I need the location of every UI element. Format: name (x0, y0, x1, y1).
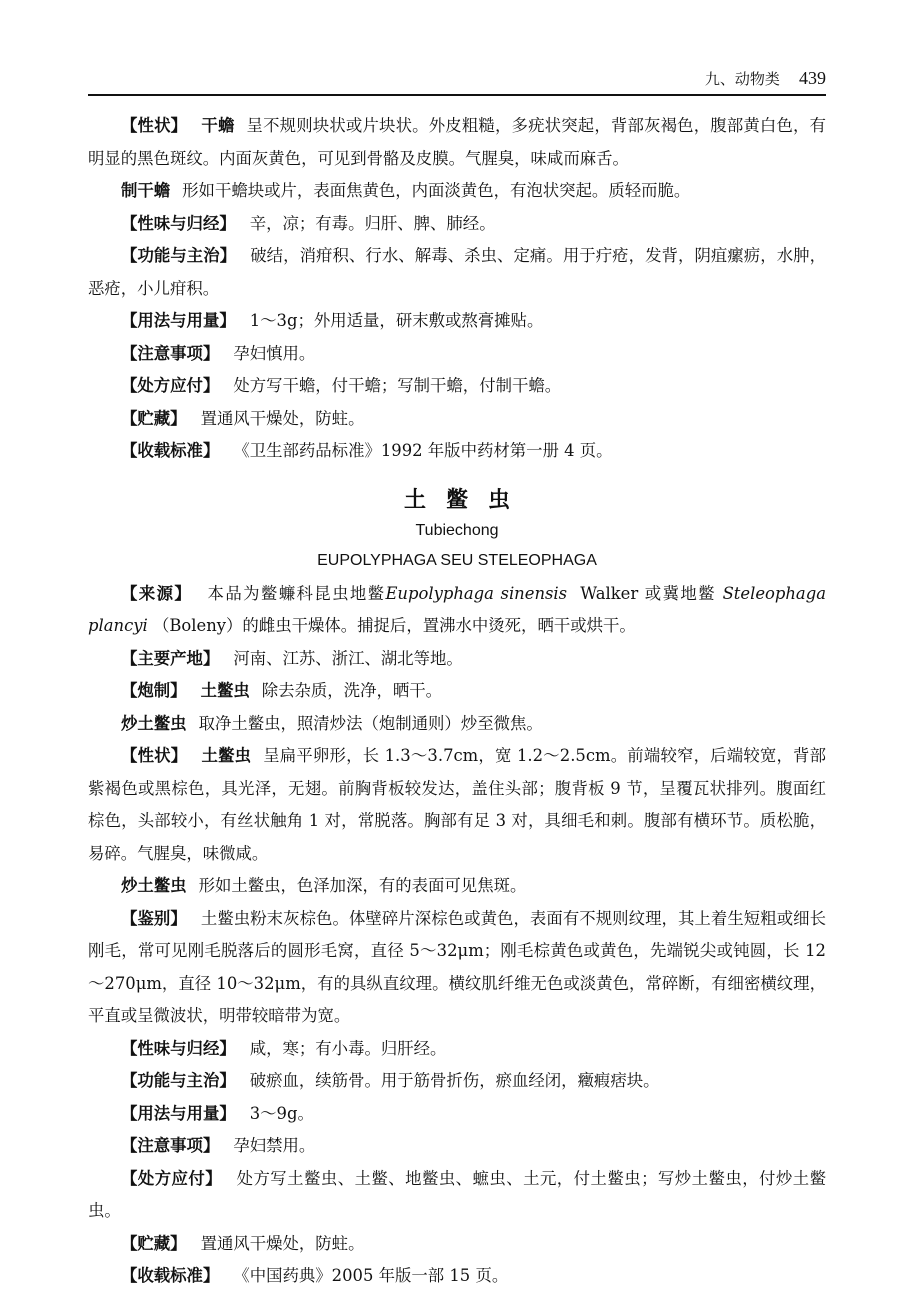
entry-chao (88, 708, 826, 741)
label-paozhi: 【炮制】 (121, 681, 187, 700)
text-chufang: 处方写干蟾，付干蟾；写制干蟾，付制干蟾。 (233, 376, 562, 395)
text-zhuyi: 孕妇慎用。 (233, 343, 316, 363)
text-paozhi: 除去杂质，洗净，晒干。 (261, 681, 443, 700)
text-gan: 呈不规则块状或片块状。外皮粗糙，多疣状突起，背部灰褐色，腹部黄白色，有明显的黑色斑纹。内面灰黄色，可见到骨骼及皮膜。气腥臭，味咸而麻舌。 (88, 116, 827, 168)
entry-yongfa-1 (88, 305, 826, 338)
text-laiyuan-3: （Boleny）的雌虫干燥体。捕捉后，置沸水中烫死，晒干或烘干。 (152, 616, 636, 635)
label-jianbie: 【鉴别】 (121, 908, 187, 928)
entry-xingzhuang-1 (88, 110, 826, 175)
species-name-1: Eupolyphaga sinensis (385, 583, 568, 603)
entry-shouzai-1 (88, 435, 826, 468)
entry-chandi (88, 643, 826, 676)
text-chao: 取净土鳖虫，照清炒法（炮制通则）炒至微焦。 (198, 713, 543, 733)
text-xz: 呈扁平卵形，长 1.3～3.7cm，宽 1.2～2.5cm。前端较窄，后端较宽，背部紫褐色或黑棕色，具光泽，无翅。前胸背板较发达，盖住头部；腹背板 9 节，呈覆瓦状排列。腹面红棕色，头部较小，有丝状触角 1 对，常脱落。胸部有足 3 对，具细毛和刺。腹部有横环节。质松脆，易碎。气腥臭，味微咸。 (88, 746, 826, 863)
label-xingwei-2: 【性味与归经】 (121, 1038, 236, 1058)
entry-chufang-1 (88, 370, 826, 403)
monograph-title-block (88, 484, 826, 574)
label-shouzai: 【收载标准】 (121, 441, 220, 460)
label-zhuyi-2: 【注意事项】 (121, 1136, 220, 1155)
text-gongneng: 破结，消疳积、行水、解毒、杀虫、定痛。用于疔疮，发背，阴疽瘰疬，水肿，恶疮，小儿疳积。 (88, 246, 827, 298)
label-xingwei: 【性味与归经】 (121, 213, 236, 233)
text-chandi: 河南、江苏、浙江、湖北等地。 (233, 648, 463, 668)
label-yongfa-2: 【用法与用量】 (121, 1103, 236, 1123)
entry-zhuyi-2 (88, 1130, 826, 1163)
subname-xz: 土鳖虫 (201, 746, 252, 765)
label-xingzhuang-2: 【性状】 (121, 746, 188, 765)
subname-xz2: 炒土鳖虫 (121, 876, 187, 895)
label-gongneng-2: 【功能与主治】 (121, 1071, 236, 1090)
monograph-title: 土鳖虫 (403, 487, 530, 513)
label-zhucang-2: 【贮藏】 (121, 1233, 187, 1253)
entry-xingwei-2 (88, 1033, 826, 1066)
subname-zhi: 制干蟾 (121, 181, 171, 200)
text-zhucang-2: 置通风干燥处，防蛀。 (200, 1233, 365, 1253)
entry-gongneng-2 (88, 1065, 826, 1098)
text-xingwei-2: 咸，寒；有小毒。归肝经。 (249, 1038, 447, 1058)
label-chandi: 【主要产地】 (121, 648, 220, 668)
text-laiyuan-2: Walker 或冀地鳖 (580, 583, 716, 603)
text-laiyuan-1: 本品为鳖蠊科昆虫地鳖 (206, 583, 386, 603)
running-header (88, 64, 826, 96)
header-text (705, 68, 826, 89)
label-chufang: 【处方应付】 (121, 376, 220, 395)
text-yongfa-2: 3～9g。 (249, 1103, 314, 1123)
label-zhuyi: 【注意事项】 (121, 343, 220, 363)
text-xingwei: 辛，凉；有毒。归肝、脾、肺经。 (249, 213, 496, 233)
text-jianbie: 土鳖虫粉末灰棕色。体壁碎片深棕色或黄色，表面有不规则纹理，其上着生短粗或细长刚毛，常可见刚毛脱落后的圆形毛窝，直径 5～32μm；刚毛棕黄色或黄色，先端锐尖或钝圆，长 12～270μm，直径 10～32μm，有的具纵直纹理。横纹肌纤维无色或淡黄色，常碎断，有细密横纹理，平直或呈微波状，明带较暗带为宽。 (88, 908, 827, 1025)
text-chufang-2: 处方写土鳖虫、土鳖、地鳖虫、蟅虫、土元，付土鳖虫；写炒土鳖虫，付炒土鳖虫。 (88, 1168, 827, 1220)
entry-zhuyi-1 (88, 338, 826, 371)
monograph-pinyin: Tubiechong (415, 521, 499, 539)
label-gongneng: 【功能与主治】 (121, 246, 237, 265)
subname-gan: 干蟾 (201, 116, 235, 135)
text-zhi: 形如干蟾块或片，表面焦黄色，内面淡黄色，有泡状突起。质轻而脆。 (182, 181, 691, 200)
page-body (88, 110, 826, 1293)
monograph-latin: EUPOLYPHAGA SEU STELEOPHAGA (317, 551, 597, 569)
label-xingzhuang: 【性状】 (121, 116, 188, 135)
entry-xingwei-1 (88, 208, 826, 241)
species-name-2: Steleophaga plancyi (88, 583, 826, 635)
text-zhuyi-2: 孕妇禁用。 (233, 1136, 316, 1155)
entry-zhi-gan (88, 175, 826, 208)
label-laiyuan: 【来源】 (121, 583, 193, 603)
entry-yongfa-2 (88, 1098, 826, 1131)
entry-xz2 (88, 870, 826, 903)
entry-shouzai-2 (88, 1260, 826, 1293)
entry-zhucang-2 (88, 1228, 826, 1261)
text-shouzai: 《卫生部药品标准》1992 年版中药材第一册 4 页。 (233, 441, 613, 460)
subname-chao: 炒土鳖虫 (121, 713, 187, 733)
subname-paozhi: 土鳖虫 (200, 681, 250, 700)
entry-laiyuan (88, 578, 826, 643)
entry-chufang-2 (88, 1163, 826, 1228)
text-xz2: 形如土鳖虫，色泽加深，有的表面可见焦斑。 (198, 876, 527, 895)
label-zhucang: 【贮藏】 (121, 408, 187, 428)
entry-jianbie (88, 903, 826, 1033)
label-chufang-2: 【处方应付】 (121, 1168, 223, 1188)
text-gongneng-2: 破瘀血，续筋骨。用于筋骨折伤，瘀血经闭，癥瘕痞块。 (249, 1071, 660, 1090)
page-number: 439 (799, 68, 826, 88)
entry-paozhi (88, 675, 826, 708)
text-yongfa: 1～3g；外用适量，研末敷或熬膏摊贴。 (249, 311, 544, 330)
entry-xingzhuang-2 (88, 740, 826, 870)
entry-zhucang-1 (88, 403, 826, 436)
entry-gongneng-1 (88, 240, 826, 305)
label-shouzai-2: 【收载标准】 (121, 1266, 220, 1285)
text-shouzai-2: 《中国药典》2005 年版一部 15 页。 (233, 1266, 509, 1285)
text-zhucang: 置通风干燥处，防蛀。 (200, 408, 365, 428)
header-section: 九、动物类 (704, 70, 780, 88)
label-yongfa: 【用法与用量】 (121, 311, 236, 330)
